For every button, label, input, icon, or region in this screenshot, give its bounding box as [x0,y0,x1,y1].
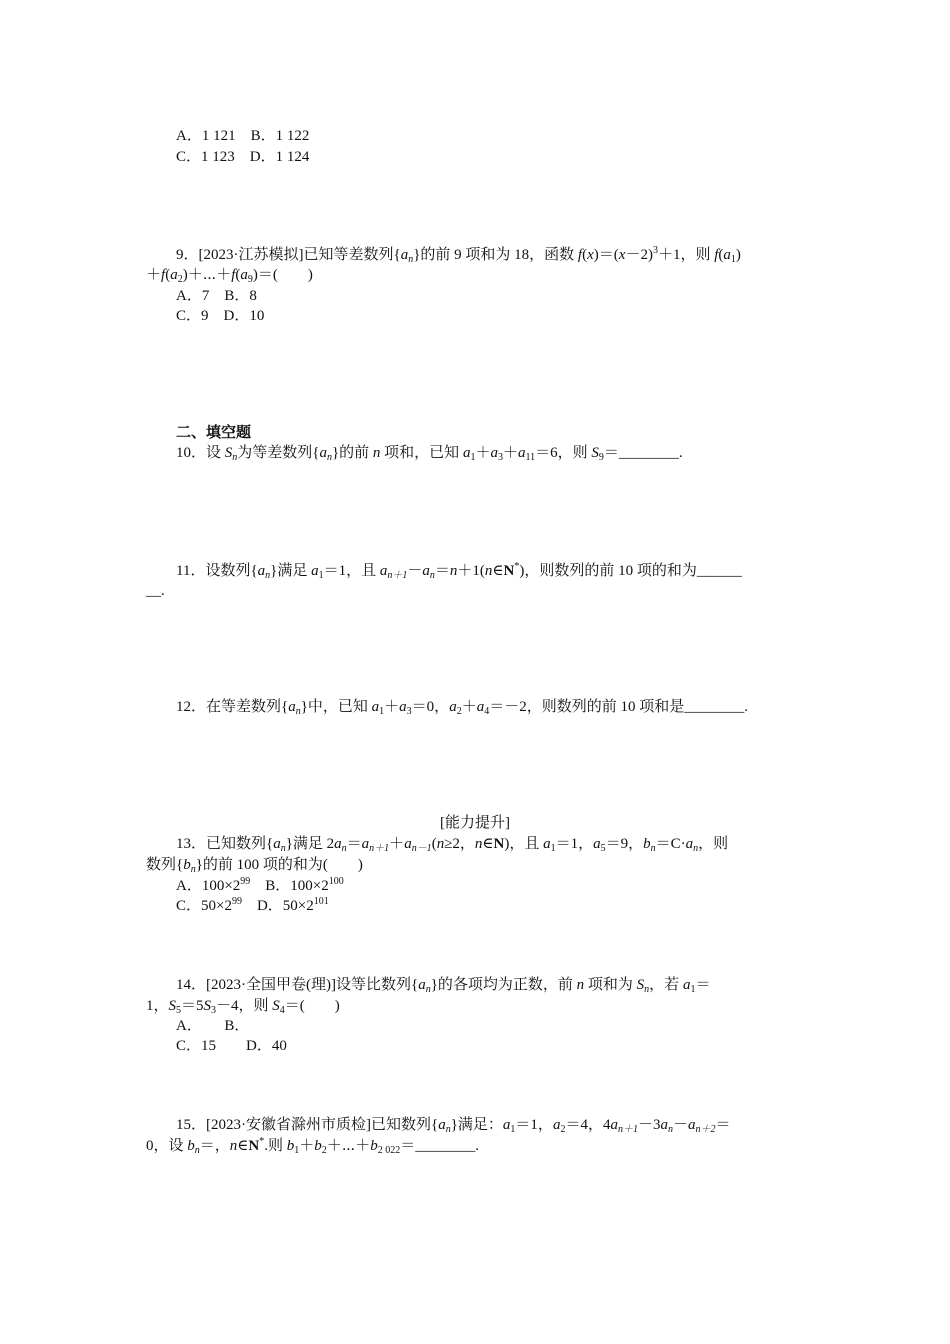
q15-line2: 0，设 $b_n=$，n∈N*.则 $b_1+b_2+\cdots+b_{2 022}=\_\_\_\_\_\_\_\_$. [146,1136,480,1156]
q9-options-cd: C．9 D．10 [176,308,265,324]
q9-options-ab: A．7 B．8 [176,288,257,304]
q8-options-ab: A．1 121 B．1 122 [176,128,310,144]
section-heading-fill-in: 二、填空题 [176,425,252,441]
q10: 10．设 $S_n$为等差数列$\{a_n\}$的前 n 项和，已知 $a_1+a_3+a_{11}=6$，则 $S_9=\_\_\_\_\_\_\_\_$. [176,445,683,463]
q11-line2: __. [146,583,165,599]
q14-options-cd: C．15 D．40 [176,1038,287,1054]
q13-options-ab: A．$100\times 2^{99}$ B．$100\times 2^{100}$ [176,876,344,894]
q15-source: [2023·安徽省滁州市质检] [206,1117,372,1133]
q14-line1: 14．[2023·全国甲卷(理)]设等比数列$\{a_n\}$的各项均为正数，前 n 项和为 $S_n$，若 $a_1=$ [176,977,711,995]
q13-options-cd: C．$50\times 2^{99}$ D．$50\times 2^{101}$ [176,896,329,914]
q9-line1: 9．[2023·江苏模拟]已知等差数列$\{a_n\}$的前 9 项和为 18，函数 $f(x)=(x-2)^3+1$，则 $f(a_1)$ [176,245,741,265]
q9-line2: $+f(a_2)+\cdots+f(a_9)=$( ) [146,267,313,285]
q12: 12．在等差数列$\{a_n\}$中，已知 $a_1+a_3=0$，$a_2+a_4=-2$，则数列的前 10 项和是________. [176,699,748,717]
q14-source: [2023·全国甲卷(理)] [206,977,336,993]
q14-options-ab: A． B． [176,1018,250,1034]
q13-line1: 13．已知数列$\{a_n\}$满足 $2a_n=a_{n+1}+a_{n-1}(n\ge 2$，n∈N)，且 $a_1=1$，$a_5=9$，$b_n=C\cdot a_n$，则 [176,836,729,854]
q8-options-cd: C．1 123 D．1 124 [176,149,310,165]
q11-line1: 11．设数列$\{a_n\}$满足 $a_1=1$，且 $a_{n+1}-a_n=n+1(n\in N^*)$，则数列的前 10 项的和为______ [176,561,742,581]
section-heading-ability: [能力提升] [440,815,510,831]
q13-line2: 数列$\{b_n\}$的前 100 项的和为( ) [146,857,363,875]
q9-source: [2023·江苏模拟] [198,247,304,263]
q15-line1: 15．[2023·安徽省滁州市质检]已知数列$\{a_n\}$满足：$a_1=1$，$a_2=4$，$4a_{n+1}-3a_n-a_{n+2}=$ [176,1117,731,1135]
q14-line2: 1，$S_5=5S_3-4$，则 $S_4=$( ) [146,998,340,1016]
